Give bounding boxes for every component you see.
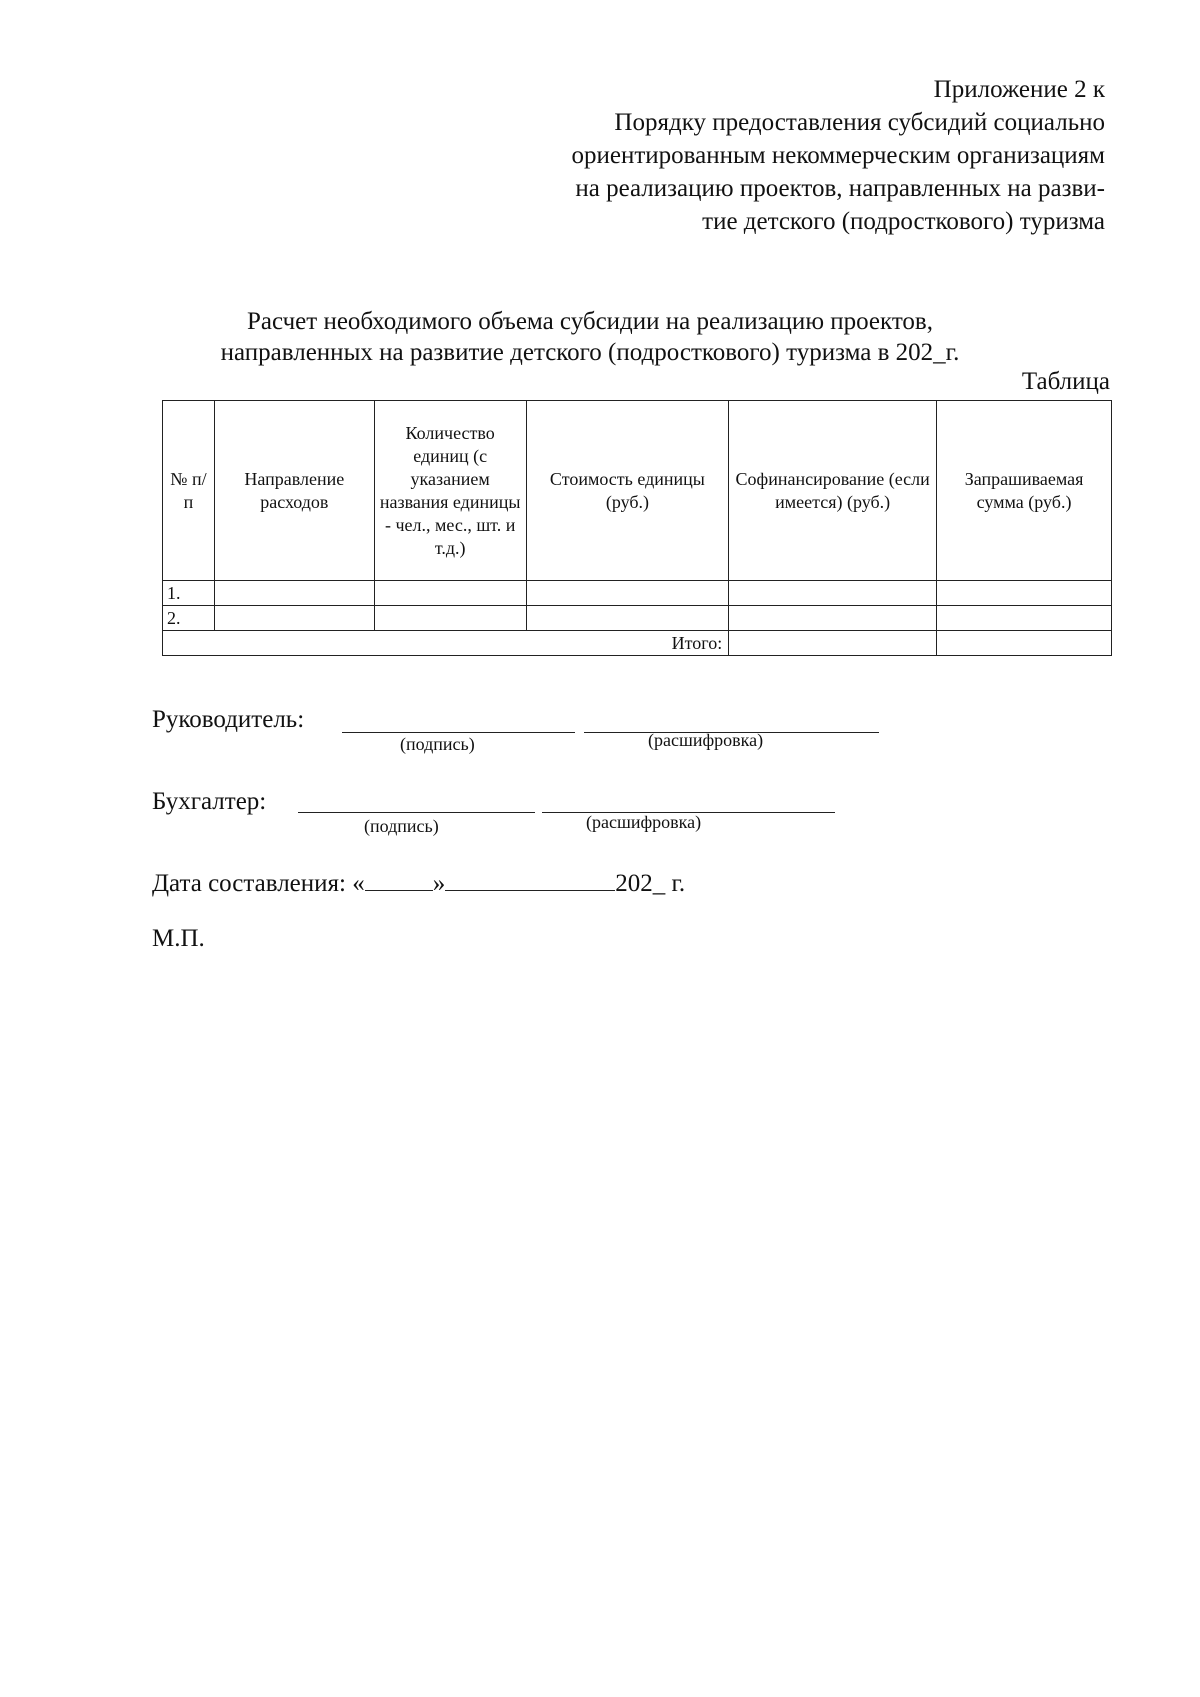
total-row: [163, 631, 1112, 656]
total-requested-cell[interactable]: [937, 631, 1112, 656]
table-cell[interactable]: [729, 581, 937, 606]
table-cell[interactable]: [526, 606, 729, 631]
header-unit-quantity: Количество единиц (с указанием названия единицы - чел., мес., шт. и т.д.): [374, 401, 526, 581]
header-cofinancing: Софинансирование (если имеется) (руб.): [729, 401, 937, 581]
accountant-decoding-caption: (расшифровка): [586, 812, 702, 832]
table-row: [163, 581, 1112, 606]
title-line-1: Расчет необходимого объема субсидии на реализацию проектов,: [247, 308, 933, 335]
appendix-header: [465, 73, 1105, 238]
total-cofinancing-cell[interactable]: [729, 631, 937, 656]
table-label: Таблица: [1021, 368, 1110, 395]
table-row: [163, 606, 1112, 631]
table-cell[interactable]: [214, 581, 374, 606]
total-label: Итого:: [163, 631, 729, 656]
accountant-label: Бухгалтер:: [152, 788, 267, 815]
appendix-line: ориентированным некоммерческим организациям: [571, 142, 1105, 169]
appendix-line: Приложение 2 к: [933, 76, 1105, 103]
date-mid: »: [432, 870, 446, 897]
head-label: Руководитель:: [152, 706, 305, 733]
stamp-placeholder: М.П.: [152, 925, 205, 952]
head-signature-line[interactable]: [342, 732, 575, 733]
table-cell[interactable]: [937, 606, 1112, 631]
appendix-line: на реализацию проектов, направленных на разви-: [575, 175, 1105, 202]
appendix-line: Порядку предоставления субсидий социально: [614, 109, 1105, 136]
head-decoding-caption: (расшифровка): [648, 730, 764, 750]
table-header-row: [163, 401, 1112, 581]
table-cell[interactable]: [374, 581, 526, 606]
table-cell[interactable]: [937, 581, 1112, 606]
document-title: [150, 306, 1030, 368]
table-cell[interactable]: [729, 606, 937, 631]
row-number: 1.: [163, 581, 215, 606]
day-blank[interactable]: [365, 868, 433, 891]
appendix-line: тие детского (подросткового) туризма: [702, 208, 1105, 235]
accountant-signature-line[interactable]: [298, 812, 535, 813]
month-blank[interactable]: [445, 868, 615, 891]
title-line-2: направленных на развитие детского (подросткового) туризма в 202_г.: [220, 339, 960, 366]
table-cell[interactable]: [526, 581, 729, 606]
accountant-signature-caption: (подпись): [364, 816, 439, 836]
table-cell[interactable]: [374, 606, 526, 631]
subsidy-calculation-table: [162, 400, 1112, 656]
date-year: 202_ г.: [615, 870, 686, 897]
head-signature-caption: (подпись): [400, 734, 475, 754]
date-label: Дата составления: «: [152, 870, 365, 897]
compilation-date: [152, 868, 685, 898]
header-expense-direction: Направление расходов: [214, 401, 374, 581]
row-number: 2.: [163, 606, 215, 631]
header-requested-amount: Запрашиваемая сумма (руб.): [937, 401, 1112, 581]
table-cell[interactable]: [214, 606, 374, 631]
header-number: № п/п: [163, 401, 215, 581]
header-unit-cost: Стоимость единицы (руб.): [526, 401, 729, 581]
